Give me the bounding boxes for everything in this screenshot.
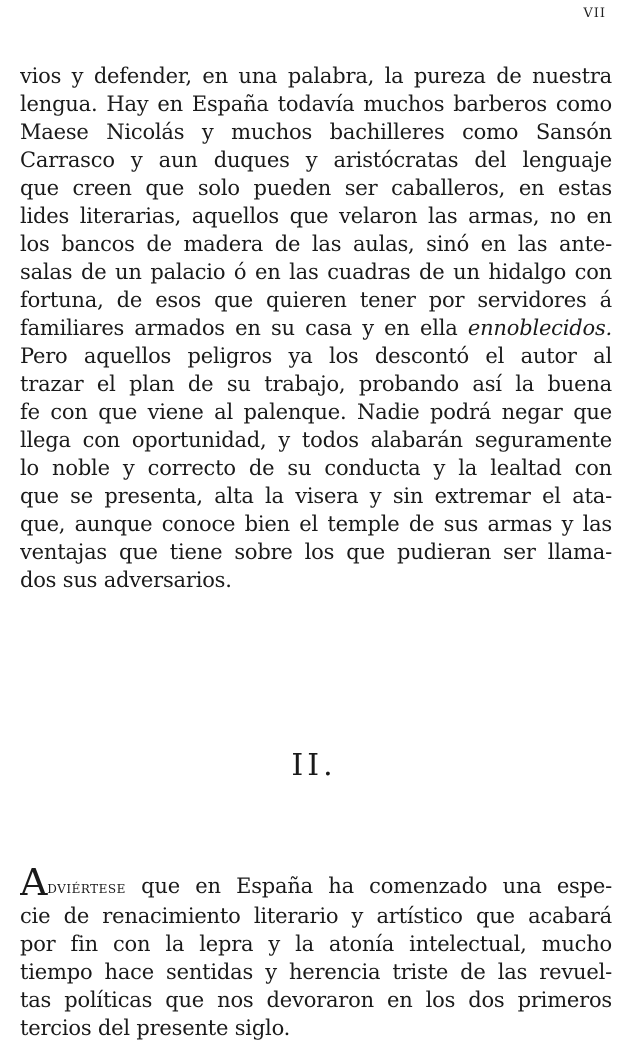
text-segment: que en España ha comenzado una espe- [125,874,612,898]
text-line: tiempo hace sentidas y herencia triste de las revuel- [20,960,612,984]
text-line: cie de renacimiento literario y artístico que acabará [20,904,612,928]
text-line: Carrasco y aun duques y aristócratas del lenguaje [20,148,612,172]
italic-word: ennoblecidos. [467,316,612,340]
text-line: que se presenta, alta la visera y sin extremar el ata- [20,484,612,508]
text-line: lo noble y correcto de su conducta y la lealtad con [20,456,612,480]
text-line: tercios del presente siglo. [20,1016,291,1040]
text-line: ventajas que tiene sobre los que pudieran ser llama- [20,540,612,564]
text-line-with-italic [20,314,612,342]
small-caps-word: dviértese [47,878,126,898]
text-line: fortuna, de esos que quieren tener por servidores á [20,288,612,312]
text-line: lides literarias, aquellos que velaron las armas, no en [20,204,612,228]
text-line: Pero aquellos peligros ya los descontó el autor al [20,344,612,368]
text-line: llega con oportunidad, y todos alabarán seguramente [20,428,612,452]
text-line: vios y defender, en una palabra, la pureza de nuestra [20,64,612,88]
text-line: salas de un palacio ó en las cuadras de un hidalgo con [20,260,612,284]
text-line: tas políticas que nos devoraron en los dos primeros [20,988,612,1012]
text-line: los bancos de madera de las aulas, sinó en las ante- [20,232,612,256]
text-line: fe con que viene al palenque. Nadie podrá negar que [20,400,612,424]
page-number: VII [583,6,606,21]
text-line-with-dropcap [20,868,612,902]
text-line: que creen que solo pueden ser caballeros, en estas [20,176,612,200]
text-line: Maese Nicolás y muchos bachilleres como Sansón [20,120,612,144]
paragraph-opening [20,868,612,1042]
section-heading: II. [291,748,337,783]
drop-cap: A [20,868,48,902]
text-segment: familiares armados en su casa y en ella [20,316,468,340]
text-line: trazar el plan de su trabajo, probando así la buena [20,372,612,396]
text-line: lengua. Hay en España todavía muchos barberos como [20,92,612,116]
text-line: por fin con la lepra y la atonía intelectual, mucho [20,932,612,956]
text-line: dos sus adversarios. [20,568,232,592]
text-line: que, aunque conoce bien el temple de sus armas y las [20,512,612,536]
paragraph-continuation [20,62,612,594]
